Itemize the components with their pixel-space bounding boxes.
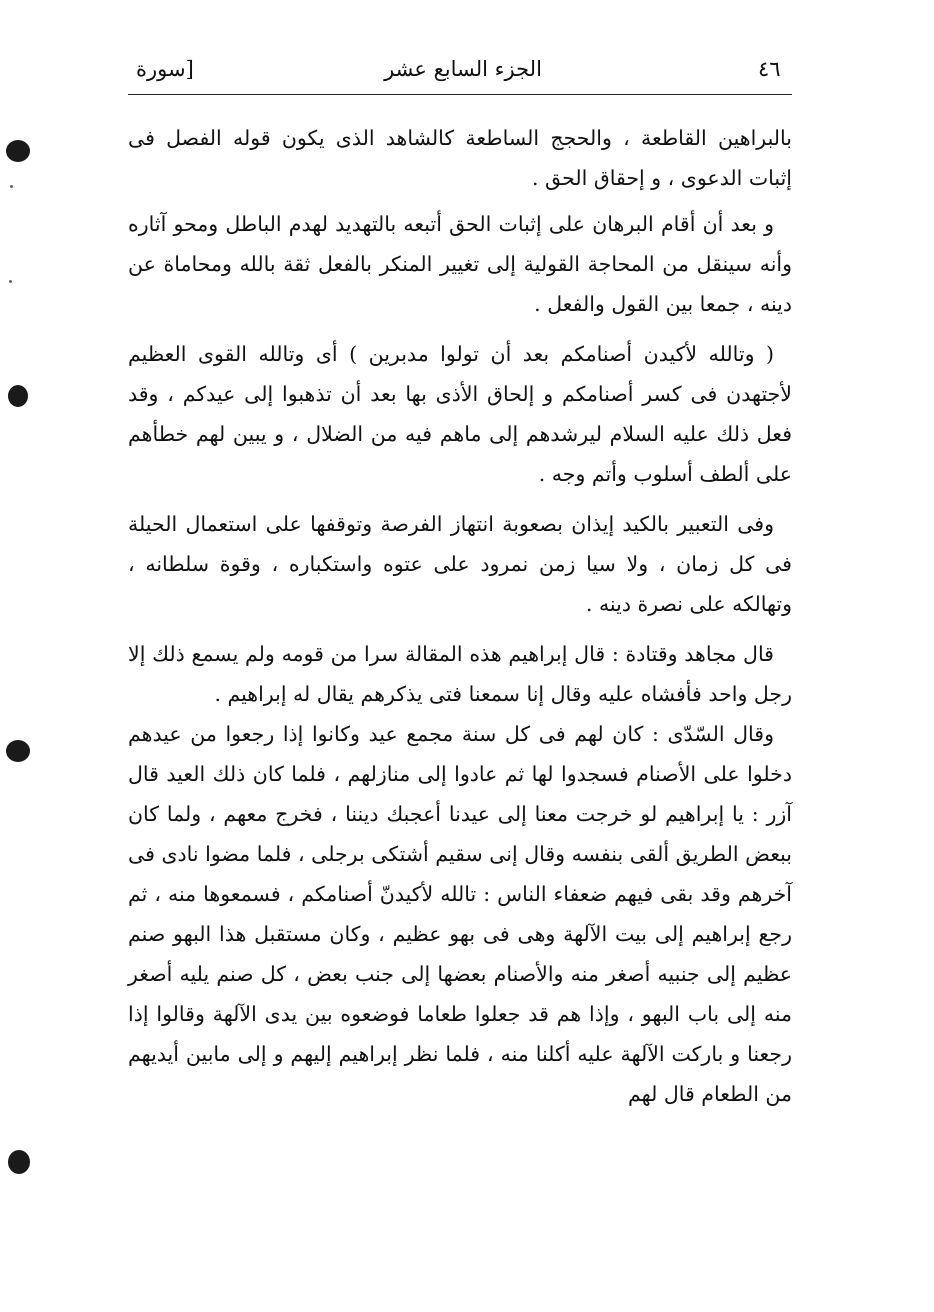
page-header — [128, 50, 792, 95]
paragraph: و بعد أن أقام البرهان على إثبات الحق أتبعه بالتهديد لهدم الباطل ومحو آثاره وأنه سينقل من المحاجة القولية إلى تغيير المنكر بالفعل ثقة بالله ومحاماة عن دينه ، جمعا بين القول والفعل . — [128, 212, 792, 316]
paragraph: بالبراهين القاطعة ، والحجج الساطعة كالشاهد الذى يكون قوله الفصل فى إثبات الدعوى ، و إحقاق الحق . — [128, 126, 792, 190]
paragraph: وفى التعبير بالكيد إيذان بصعوبة انتهاز الفرصة وتوقفها على استعمال الحيلة فى كل زمان ، ولا سيا زمن نمرود على عتوه واستكباره ، وقوة سلطانه ، وتهالكه على نصرة دينه . — [128, 512, 792, 616]
body-text — [128, 118, 792, 1114]
punch-hole-mark — [8, 1150, 30, 1174]
scan-speck — [10, 185, 13, 188]
page-number: ٤٦ — [758, 57, 781, 81]
punch-hole-mark — [6, 140, 30, 162]
running-title: الجزء السابع عشر — [384, 57, 542, 81]
paragraph: قال مجاهد وقتادة : قال إبراهيم هذه المقالة سرا من قومه ولم يسمع ذلك إلا رجل واحد فأفشاه عليه وقال إنا سمعنا فتى يذكرهم يقال له إبراهيم . — [128, 642, 792, 706]
paragraph: وقال السّدّى : كان لهم فى كل سنة مجمع عيد وكانوا إذا رجعوا من عيدهم دخلوا على الأصنام فسجدوا لها ثم عادوا إلى منازلهم ، فلما كان ذلك العيد قال آزر : يا إبراهيم لو خرجت معنا إلى عيدنا أعجبك ديننا ، فخرج معهم ، ولما كان ببعض الطريق ألقى بنفسه وقال إنى سقيم أشتكى برجلى ، فلما مضوا نادى فى آخرهم وقد بقى فيهم ضعفاء الناس : تالله لأكيدنّ أصنامكم ، فسمعوها منه ، ثم رجع إبراهيم إلى بيت الآلهة وهى فى بهو عظيم ، وكان مستقبل هذا البهو صنم عظيم إلى جنبيه أصغر منه والأصنام بعضها إلى جنب بعض ، كل صنم يليه أصغر منه إلى باب البهو ، وإذا هم قد جعلوا طعاما فوضعوه بين يدى الآلهة وقالوا إذا رجعنا و باركت الآلهة عليه أكلنا منه ، فلما نظر إبراهيم إليهم و إلى مابين أيديهم من الطعام قال لهم — [128, 722, 792, 1106]
surah-label: [سورة — [136, 57, 194, 81]
punch-hole-mark — [6, 740, 30, 762]
paragraph: ( وتالله لأكيدن أصنامكم بعد أن تولوا مدبرين ) أى وتالله القوى العظيم لأجتهدن فى كسر أصنامكم و إلحاق الأذى بها بعد أن تذهبوا إلى عيدكم ، وقد فعل ذلك عليه السلام ليرشدهم إلى ماهم فيه من الضلال ، و يبين لهم خطأهم على ألطف أسلوب وأتم وجه . — [128, 342, 792, 486]
scan-speck — [9, 280, 12, 283]
punch-hole-mark — [8, 385, 28, 407]
